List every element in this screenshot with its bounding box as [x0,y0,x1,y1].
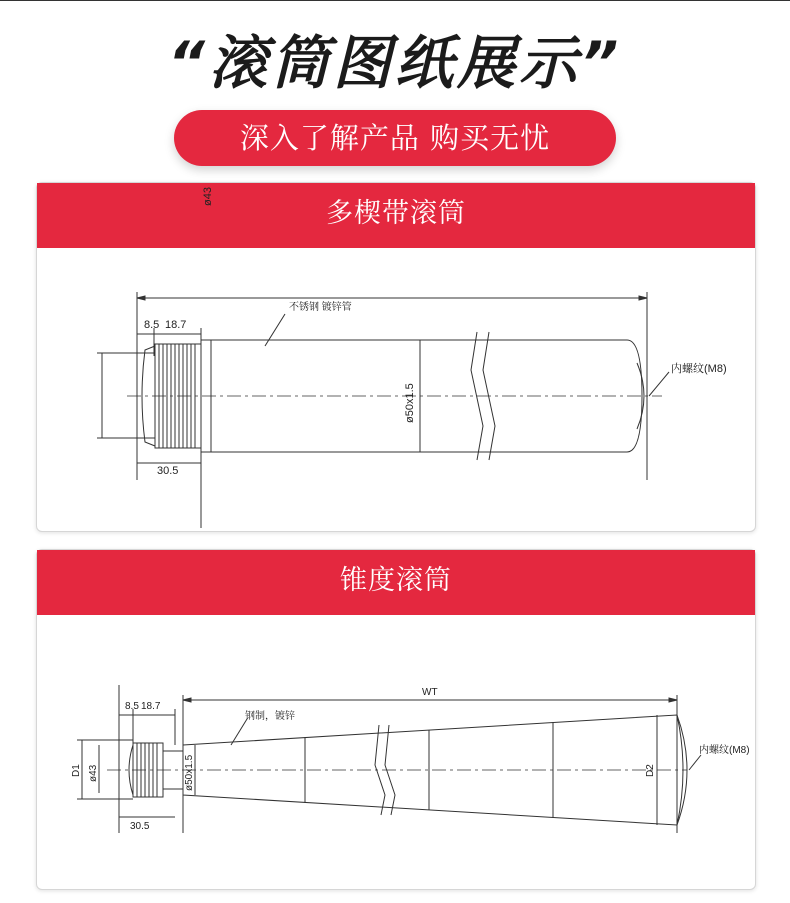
tapered-roller-card [36,549,756,890]
title-open-quote: “ [167,29,209,97]
label-length: WT [422,687,438,698]
title-text: 滚筒图纸展示 [208,29,581,97]
subtitle-text: 深入了解产品 购买无忧 [239,121,551,155]
top-border-line [0,0,790,1]
subtitle-banner [174,110,616,166]
label-d2: D2 [645,764,656,777]
arrow-left [137,296,145,300]
label-dim-a: 8.5 [125,701,139,712]
leader-thread [649,372,669,396]
title-close-quote: ” [581,29,623,97]
label-dim-c: 30.5 [130,821,150,832]
arrow-right [639,296,647,300]
page-title [0,26,790,100]
roller-drawing-2 [37,615,755,889]
card-header [37,183,755,248]
label-diam-tube: ø50x1.5 [404,383,416,423]
label-thread: 内螺纹(M8) [671,363,727,375]
label-dim-b: 18.7 [165,319,187,331]
label-d1: D1 [71,764,82,777]
label-dim-a: 8.5 [144,319,160,331]
label-diam-small: ø43 [202,187,214,206]
leader-thread [689,755,701,770]
label-dim-b: 18.7 [141,701,161,712]
arrow-right [669,698,677,702]
label-thread: 内螺纹(M8) [699,745,750,756]
label-material: 钢制，镀锌 [245,711,295,722]
card-header [37,550,755,615]
leader-material [265,314,285,346]
card-title: 多楔带滚筒 [326,198,466,229]
arrow-left [183,698,191,702]
label-material: 不锈钢 镀锌管 [289,302,352,313]
label-dim-c: 30.5 [157,465,179,477]
label-diam-tube: ø50x1.5 [184,754,195,791]
label-diam-small: ø43 [88,764,99,782]
card-title: 锥度滚筒 [340,565,452,596]
multi-wedge-roller-card [36,182,756,532]
